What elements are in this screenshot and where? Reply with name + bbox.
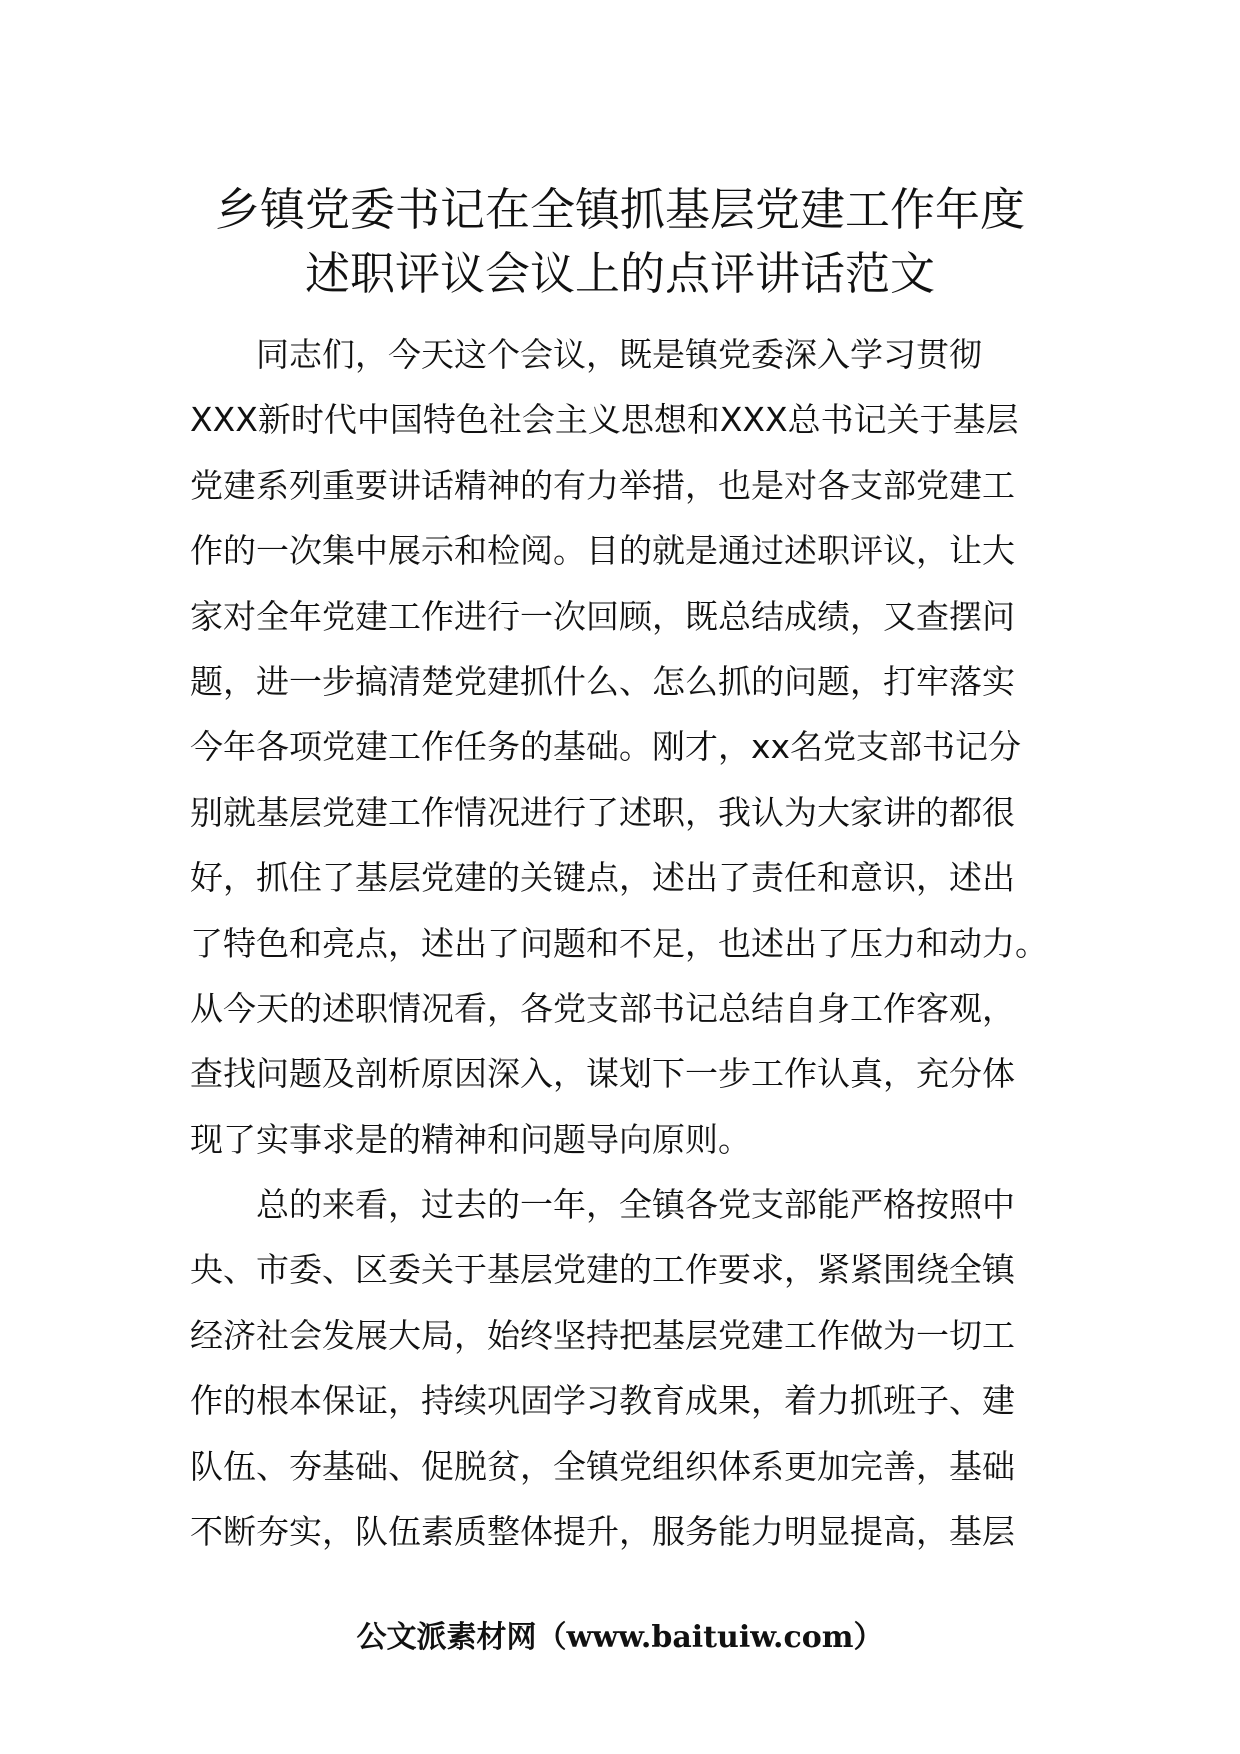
title-line-2: 述职评议会议上的点评讲话范文 — [304, 247, 935, 300]
paragraph-1-line: 同志们，今天这个会议，既是镇党委深入学习贯彻 — [256, 335, 982, 374]
paragraph-2-line: 不断夯实，队伍素质整体提升，服务能力明显提高，基层 — [190, 1512, 1015, 1552]
paragraph-2-line: 作的根本保证，持续巩固学习教育成果，着力抓班子、建 — [190, 1381, 1015, 1421]
paragraph-1-line: 从今天的述职情况看，各党支部书记总结自身工作客观， — [190, 988, 1015, 1028]
paragraph-1-line: 现了实事求是的精神和问题导向原则。 — [190, 1119, 751, 1159]
paragraph-2-line: 央、市委、区委关于基层党建的工作要求，紧紧围绕全镇 — [190, 1250, 1015, 1290]
paragraph-1-line: 查找问题及剖析原因深入，谋划下一步工作认真，充分体 — [190, 1054, 1015, 1094]
paragraph-1-line: 别就基层党建工作情况进行了述职，我认为大家讲的都很 — [190, 792, 1015, 832]
paragraph-2-line: 总的来看，过去的一年，全镇各党支部能严格按照中 — [256, 1185, 1015, 1225]
document-title — [140, 178, 1100, 306]
paragraph-1-line: 作的一次集中展示和检阅。目的就是通过述职评议，让大 — [190, 531, 1015, 571]
footer-source: 公文派素材网（www.baituiw.com） — [356, 1620, 884, 1655]
paragraph-1-line: 今年各项党建工作任务的基础。刚才，xx名党支部书记分 — [190, 727, 1022, 767]
document-body — [190, 322, 1070, 1564]
paragraph-1-line: 家对全年党建工作进行一次回顾，既总结成绩，又查摆问 — [190, 596, 1015, 636]
paragraph-2-line: 经济社会发展大局，始终坚持把基层党建工作做为一切工 — [190, 1315, 1015, 1355]
paragraph-1-line: XXX新时代中国特色社会主义思想和XXX总书记关于基层 — [190, 400, 1019, 440]
title-line-1: 乡镇党委书记在全镇抓基层党建工作年度 — [214, 183, 1025, 236]
paragraph-1-line: 题，进一步搞清楚党建抓什么、怎么抓的问题，打牢落实 — [190, 661, 1015, 701]
paragraph-1-line: 党建系列重要讲话精神的有力举措，也是对各支部党建工 — [190, 465, 1015, 505]
paragraph-2-line: 队伍、夯基础、促脱贫，全镇党组织体系更加完善，基础 — [190, 1446, 1015, 1486]
paragraph-1-line: 好，抓住了基层党建的关键点，述出了责任和意识，述出 — [190, 858, 1015, 898]
paragraph-1-line: 了特色和亮点，述出了问题和不足，也述出了压力和动力。 — [190, 923, 1048, 963]
